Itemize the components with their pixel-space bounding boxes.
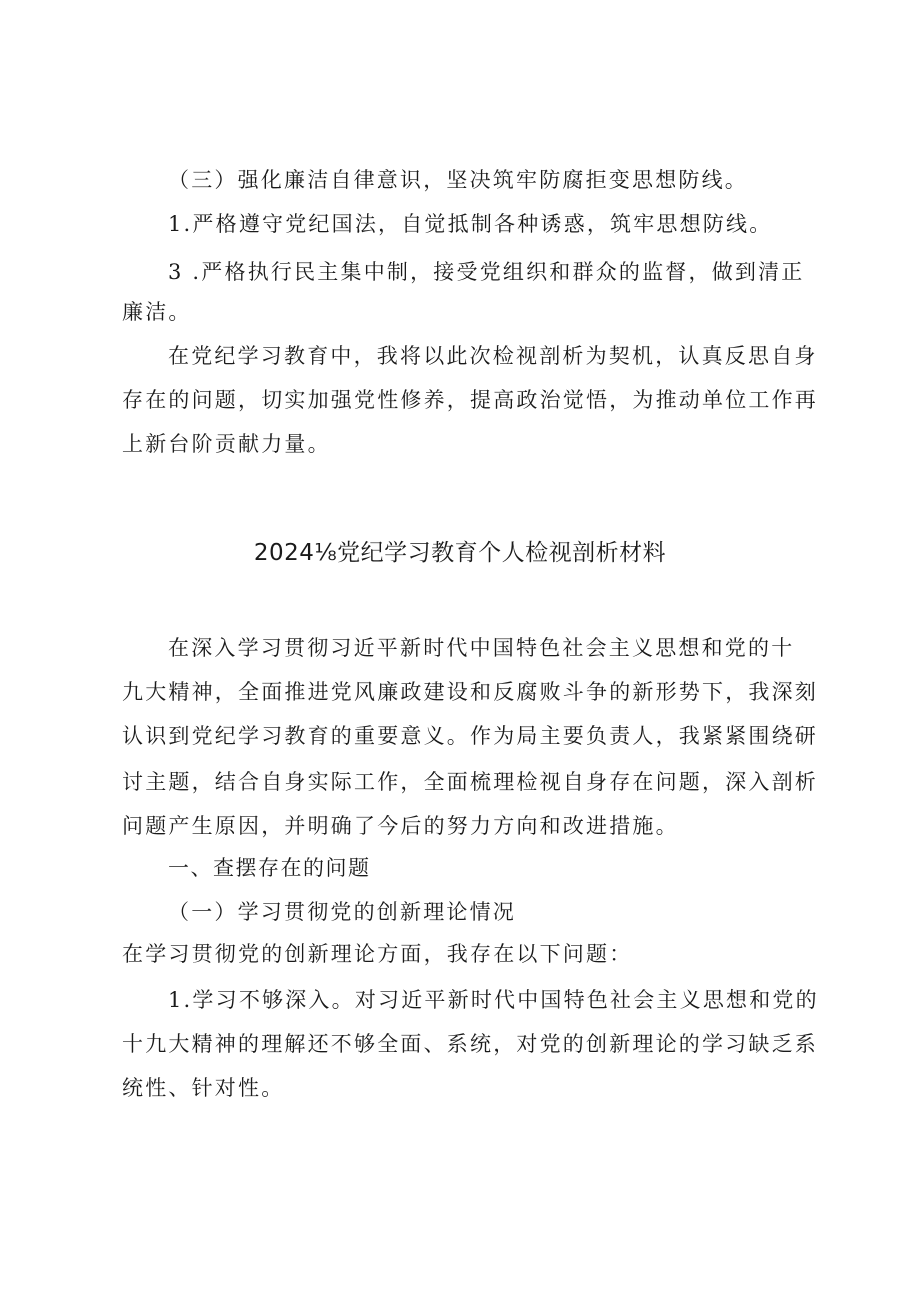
point-1-line-1: 1.学习不够深入。对习近平新时代中国特色社会主义思想和党的 — [168, 988, 819, 1012]
list-item-3-line-1: 3 .严格执行民主集中制，接受党组织和群众的监督，做到清正 — [168, 260, 805, 284]
subsection-1-lead: 在学习贯彻党的创新理论方面，我存在以下问题： — [122, 942, 633, 966]
closing-paragraph-line-3: 上新台阶贡献力量。 — [122, 432, 331, 456]
intro-paragraph-line-2: 九大精神，全面推进党风廉政建设和反腐败斗争的新形势下，我深刻 — [122, 680, 818, 704]
closing-paragraph-line-1: 在党纪学习教育中，我将以此次检视剖析为契机，认真反思自身 — [168, 344, 818, 368]
list-item-1: 1.严格遵守党纪国法，自觉抵制各种诱惑，筑牢思想防线。 — [168, 212, 773, 236]
list-item-3-line-2: 廉洁。 — [122, 300, 192, 324]
section-1-heading: 一、查摆存在的问题 — [168, 856, 371, 880]
subsection-1-heading: （一）学习贯彻党的创新理论情况 — [168, 900, 516, 924]
intro-paragraph-line-4: 讨主题，结合自身实际工作，全面梳理检视自身存在问题，深入剖析 — [122, 770, 818, 794]
point-1-line-2: 十九大精神的理解还不够全面、系统，对党的创新理论的学习缺乏系 — [122, 1032, 818, 1056]
intro-paragraph-line-5: 问题产生原因，并明确了今后的努力方向和改进措施。 — [122, 814, 679, 838]
intro-paragraph-line-3: 认识到党纪学习教育的重要意义。作为局主要负责人，我紧紧围绕研 — [122, 724, 818, 748]
section-heading-strengthen-integrity: （三）强化廉洁自律意识，坚决筑牢防腐拒变思想防线。 — [168, 168, 748, 192]
point-1-line-3: 统性、针对性。 — [122, 1076, 285, 1100]
intro-paragraph-line-1: 在深入学习贯彻习近平新时代中国特色社会主义思想和党的十 — [168, 636, 795, 660]
closing-paragraph-line-2: 存在的问题，切实加强党性修养，提高政治觉悟，为推动单位工作再 — [122, 388, 818, 412]
document-title: 2024⅛党纪学习教育个人检视剖析材料 — [253, 540, 667, 566]
